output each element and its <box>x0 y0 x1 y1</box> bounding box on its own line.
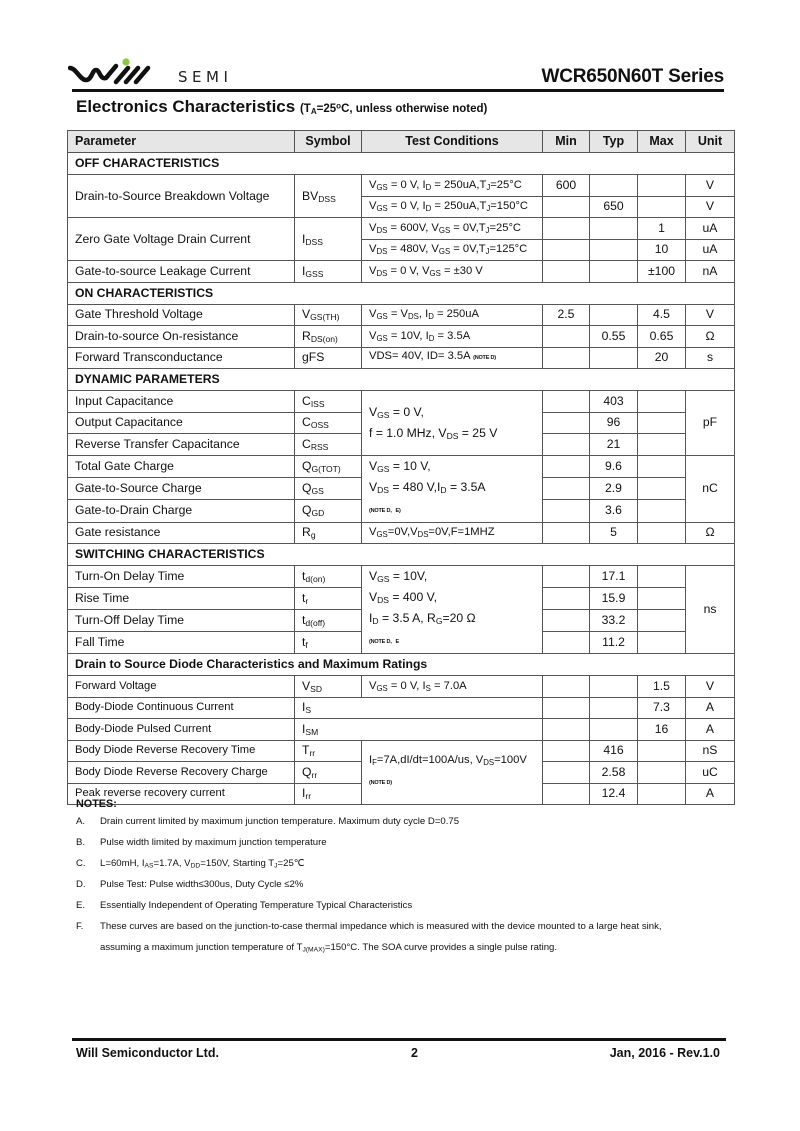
symbol-cell: $t_{d(off)}$ <box>295 610 362 632</box>
typ-cell: 3.6 <box>590 500 638 522</box>
param-cell: Peak reverse recovery current <box>68 783 295 805</box>
unit-cell: nC <box>686 455 735 522</box>
symbol-cell: $T_{rr}$ <box>295 740 362 762</box>
min-cell <box>543 676 590 698</box>
param-cell: Gate-to-Drain Charge <box>68 500 295 522</box>
typ-cell <box>590 239 638 261</box>
typ-cell: 15.9 <box>590 588 638 610</box>
col-header-unit: Unit <box>686 131 735 153</box>
footer-revision: Jan, 2016 - Rev.1.0 <box>609 1046 720 1060</box>
min-cell <box>543 412 590 434</box>
unit-cell: uC <box>686 762 735 784</box>
col-header-test-conditions: Test Conditions <box>362 131 543 153</box>
min-cell <box>543 588 590 610</box>
typ-cell: 96 <box>590 412 638 434</box>
condition-cell: $V_{GS} = 10$ V, $V_{DS} = 480$ $V,I_D = 3.5A$ (NOTE D、E) <box>362 455 543 522</box>
min-cell <box>543 326 590 348</box>
notes-section <box>76 798 662 963</box>
max-cell <box>638 391 686 413</box>
condition-cell: VDS= 40V, ID= 3.5A (NOTE D) <box>362 347 543 369</box>
param-cell: Body Diode Reverse Recovery Charge <box>68 762 295 784</box>
param-cell: Body Diode Reverse Recovery Time <box>68 740 295 762</box>
unit-cell: uA <box>686 218 735 240</box>
section-row-diode: Drain to Source Diode Characteristics and Maximum Ratings <box>68 654 735 676</box>
table-row <box>68 218 735 240</box>
symbol-cell: $C_{RSS}$ <box>295 434 362 456</box>
param-cell: Reverse Transfer Capacitance <box>68 434 295 456</box>
symbol-cell: $Q_{G(TOT)}$ <box>295 455 362 477</box>
table-row <box>68 719 735 741</box>
max-cell <box>638 455 686 477</box>
max-cell: 1.5 <box>638 676 686 698</box>
min-cell <box>543 218 590 240</box>
unit-cell: A <box>686 783 735 805</box>
param-cell: Zero Gate Voltage Drain Current <box>68 218 295 261</box>
symbol-cell: $I_{SM}$ <box>295 719 543 741</box>
condition-cell: $V_{GS}=0V,V_{DS}=0V,F=1MHZ$ <box>362 522 543 544</box>
min-cell <box>543 455 590 477</box>
param-cell: Body-Diode Pulsed Current <box>68 719 295 741</box>
max-cell: 10 <box>638 239 686 261</box>
section-row-dynamic: DYNAMIC PARAMETERS <box>68 369 735 391</box>
min-cell <box>543 239 590 261</box>
symbol-cell: $BV_{DSS}$ <box>295 175 362 218</box>
col-header-symbol: Symbol <box>295 131 362 153</box>
max-cell <box>638 522 686 544</box>
param-cell: Total Gate Charge <box>68 455 295 477</box>
min-cell <box>543 522 590 544</box>
symbol-cell: $t_r$ <box>295 588 362 610</box>
typ-cell: 9.6 <box>590 455 638 477</box>
section-condition: ($T_A=25^oC$, unless otherwise noted) <box>299 101 488 116</box>
typ-cell: 11.2 <box>590 632 638 654</box>
table-row <box>68 676 735 698</box>
param-cell: Body-Diode Continuous Current <box>68 697 295 719</box>
col-header-parameter: Parameter <box>68 131 295 153</box>
header-rule <box>72 89 724 92</box>
max-cell <box>638 566 686 588</box>
col-header-typ: Typ <box>590 131 638 153</box>
condition-cell: $V_{GS} = 0$ V, $I_D = 250uA,T_J=150^\circ C$ <box>362 196 543 218</box>
param-cell: Gate-to-Source Charge <box>68 477 295 499</box>
max-cell: 7.3 <box>638 697 686 719</box>
symbol-cell: $I_{rr}$ <box>295 783 362 805</box>
typ-cell: 2.9 <box>590 477 638 499</box>
min-cell <box>543 697 590 719</box>
symbol-cell: $I_S$ <box>295 697 543 719</box>
table-row <box>68 740 735 762</box>
condition-cell: $V_{DS} = 480V$, $V_{GS} = 0V,T_J=125^\circ C$ <box>362 239 543 261</box>
note-item: D. Pulse Test: Pulse width≤300us, Duty Cycle ≤2% <box>76 879 304 890</box>
symbol-cell: $I_{DSS}$ <box>295 218 362 261</box>
table-row <box>68 304 735 326</box>
min-cell <box>543 610 590 632</box>
table-row <box>68 522 735 544</box>
max-cell <box>638 500 686 522</box>
param-cell: Input Capacitance <box>68 391 295 413</box>
unit-cell: Ω <box>686 326 735 348</box>
typ-cell <box>590 261 638 283</box>
notes-heading: NOTES: <box>76 798 117 810</box>
col-header-max: Max <box>638 131 686 153</box>
param-cell: Drain-to-source On-resistance <box>68 326 295 348</box>
note-item: A. Drain current limited by maximum junction temperature. Maximum duty cycle D=0.75 <box>76 816 460 827</box>
table-row <box>68 697 735 719</box>
section-row-on: ON CHARACTERISTICS <box>68 282 735 304</box>
unit-cell: A <box>686 697 735 719</box>
max-cell: 4.5 <box>638 304 686 326</box>
condition-cell: $V_{GS} = V_{DS}$, $I_D = 250uA$ <box>362 304 543 326</box>
symbol-cell: $C_{ISS}$ <box>295 391 362 413</box>
typ-cell: 0.55 <box>590 326 638 348</box>
typ-cell: 650 <box>590 196 638 218</box>
min-cell <box>543 719 590 741</box>
typ-cell <box>590 347 638 369</box>
footer-page-number: 2 <box>411 1046 418 1060</box>
table-row <box>68 175 735 197</box>
typ-cell: 17.1 <box>590 566 638 588</box>
min-cell <box>543 196 590 218</box>
typ-cell: 5 <box>590 522 638 544</box>
max-cell <box>638 434 686 456</box>
max-cell <box>638 412 686 434</box>
typ-cell <box>590 697 638 719</box>
param-cell: Rise Time <box>68 588 295 610</box>
logo-dot-icon <box>122 58 129 65</box>
table-row <box>68 455 735 477</box>
unit-cell: V <box>686 196 735 218</box>
unit-cell: nS <box>686 740 735 762</box>
min-cell <box>543 391 590 413</box>
param-cell: Output Capacitance <box>68 412 295 434</box>
min-cell <box>543 261 590 283</box>
min-cell <box>543 347 590 369</box>
will-logo-mark-icon <box>68 58 178 88</box>
min-cell <box>543 477 590 499</box>
table-row <box>68 261 735 283</box>
min-cell: 600 <box>543 175 590 197</box>
unit-cell: V <box>686 676 735 698</box>
unit-cell: ns <box>686 566 735 654</box>
unit-cell: uA <box>686 239 735 261</box>
col-header-min: Min <box>543 131 590 153</box>
param-cell: Gate Threshold Voltage <box>68 304 295 326</box>
unit-cell: V <box>686 175 735 197</box>
condition-cell: $I_F=7A,dI/dt=100A/us$, $V_{DS}=100V$ (NOTE D) <box>362 740 543 805</box>
unit-cell: V <box>686 304 735 326</box>
symbol-cell: $t_f$ <box>295 632 362 654</box>
typ-cell: 403 <box>590 391 638 413</box>
symbol-cell: $V_{GS(TH)}$ <box>295 304 362 326</box>
max-cell <box>638 175 686 197</box>
table-row <box>68 326 735 348</box>
section-row-switching: SWITCHING CHARACTERISTICS <box>68 544 735 566</box>
param-cell: Gate resistance <box>68 522 295 544</box>
max-cell <box>638 588 686 610</box>
typ-cell <box>590 218 638 240</box>
param-cell: Gate-to-source Leakage Current <box>68 261 295 283</box>
symbol-cell: $I_{GSS}$ <box>295 261 362 283</box>
condition-cell: $V_{DS} = 600V$, $V_{GS} = 0V,T_J=25^\circ C$ <box>362 218 543 240</box>
symbol-cell: gFS <box>295 347 362 369</box>
section-row-off: OFF CHARACTERISTICS <box>68 153 735 175</box>
symbol-cell: $t_{d(on)}$ <box>295 566 362 588</box>
max-cell <box>638 477 686 499</box>
param-cell: Forward Voltage <box>68 676 295 698</box>
param-cell: Turn-Off Delay Time <box>68 610 295 632</box>
max-cell <box>638 762 686 784</box>
min-cell <box>543 566 590 588</box>
symbol-cell: $Q_{GS}$ <box>295 477 362 499</box>
note-item: B. Pulse width limited by maximum junction temperature <box>76 837 327 848</box>
param-cell: Turn-On Delay Time <box>68 566 295 588</box>
footer-company: Will Semiconductor Ltd. <box>76 1046 219 1060</box>
note-item: F. These curves are based on the junction-to-case thermal impedance which is measured with the device mounted to a large heat sink, <box>76 921 662 932</box>
typ-cell: 12.4 <box>590 783 638 805</box>
condition-cell: $V_{DS} = 0$ V, $V_{GS} = \pm 30$ V <box>362 261 543 283</box>
note-item: C. L=60mH, $I_{AS}=1.7A$, $V_{DD}=150V$, Starting $T_J=25℃$ <box>76 858 305 870</box>
symbol-cell: $R_{DS(on)}$ <box>295 326 362 348</box>
page-title <box>76 97 487 117</box>
param-cell: Forward Transconductance <box>68 347 295 369</box>
typ-cell <box>590 175 638 197</box>
max-cell: 16 <box>638 719 686 741</box>
min-cell <box>543 434 590 456</box>
condition-cell: $V_{GS} = 10V$, $V_{DS} = 400$ V, $I_D = 3.5$ A, $R_G=20$ Ω (NOTE D、E <box>362 566 543 654</box>
typ-cell: 33.2 <box>590 610 638 632</box>
section-title-text: Electronics Characteristics <box>76 97 296 116</box>
table-row <box>68 566 735 588</box>
unit-cell: A <box>686 719 735 741</box>
min-cell <box>543 783 590 805</box>
typ-cell: 2.58 <box>590 762 638 784</box>
min-cell <box>543 740 590 762</box>
max-cell <box>638 740 686 762</box>
logo-semi-text: SEMI <box>178 68 233 86</box>
footer-rule <box>72 1038 726 1041</box>
max-cell <box>638 632 686 654</box>
max-cell <box>638 783 686 805</box>
typ-cell <box>590 719 638 741</box>
max-cell <box>638 196 686 218</box>
min-cell <box>543 632 590 654</box>
max-cell <box>638 610 686 632</box>
unit-cell: Ω <box>686 522 735 544</box>
symbol-cell: $Q_{rr}$ <box>295 762 362 784</box>
max-cell: 0.65 <box>638 326 686 348</box>
unit-cell: pF <box>686 391 735 456</box>
param-cell: Drain-to-Source Breakdown Voltage <box>68 175 295 218</box>
typ-cell: 21 <box>590 434 638 456</box>
will-semi-logo <box>68 58 258 88</box>
table-row <box>68 347 735 369</box>
condition-cell: $V_{GS} = 0$ V, f = 1.0 MHz, $V_{DS} = 25$ V <box>362 391 543 456</box>
typ-cell <box>590 676 638 698</box>
condition-cell: $V_{GS} = 10V$, $I_D = 3.5A$ <box>362 326 543 348</box>
min-cell <box>543 762 590 784</box>
max-cell: 20 <box>638 347 686 369</box>
symbol-cell: $R_g$ <box>295 522 362 544</box>
param-cell: Fall Time <box>68 632 295 654</box>
symbol-cell: $Q_{GD}$ <box>295 500 362 522</box>
series-title: WCR650N60T Series <box>541 66 724 87</box>
min-cell <box>543 500 590 522</box>
max-cell: 1 <box>638 218 686 240</box>
max-cell: ±100 <box>638 261 686 283</box>
typ-cell: 416 <box>590 740 638 762</box>
condition-cell: $V_{GS} = 0$ V, $I_D = 250uA,T_J=25^\circ C$ <box>362 175 543 197</box>
table-row <box>68 391 735 413</box>
unit-cell: nA <box>686 261 735 283</box>
typ-cell <box>590 304 638 326</box>
condition-cell: $V_{GS} = 0$ V, $I_S = 7.0A$ <box>362 676 543 698</box>
note-item-continued: assuming a maximum junction temperature of $T_{J(MAX)}=150^\circ C$. The SOA curve provides a single pulse rating. <box>100 942 558 954</box>
symbol-cell: $C_{OSS}$ <box>295 412 362 434</box>
unit-cell: s <box>686 347 735 369</box>
symbol-cell: $V_{SD}$ <box>295 676 362 698</box>
table-header-row <box>68 131 735 153</box>
min-cell: 2.5 <box>543 304 590 326</box>
note-item: E. Essentially Independent of Operating Temperature Typical Characteristics <box>76 900 413 911</box>
electrical-characteristics-table <box>67 130 735 805</box>
